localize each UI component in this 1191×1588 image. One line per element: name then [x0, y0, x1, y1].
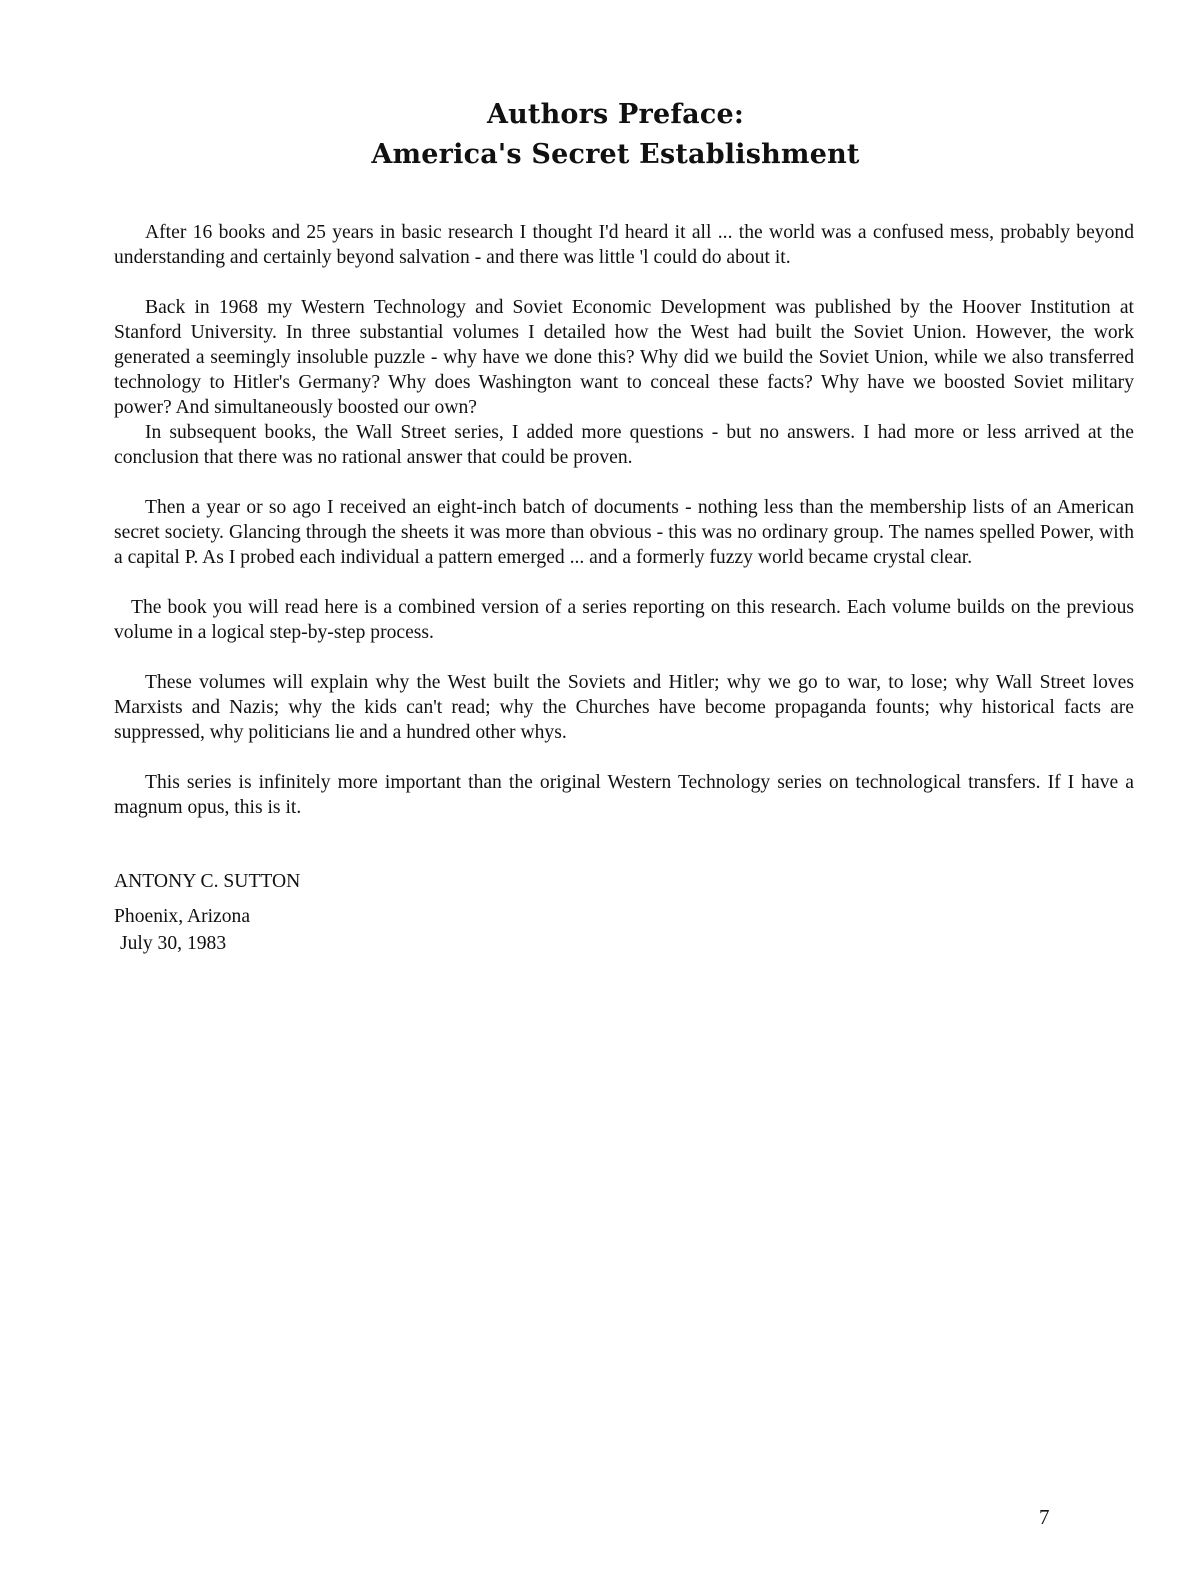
- paragraph-6: These volumes will explain why the West built the Soviets and Hitler; why we go to war, to lose; why Wall Street loves Marxists and Nazis; why the kids can't read; why the Churches have become propaganda founts; why historical facts are suppressed, why politicians lie and a hundred other whys.: [114, 672, 1134, 743]
- paragraph-7: This series is infinitely more important than the original Western Technology series on technological transfers. If I have a magnum opus, this is it.: [114, 772, 1134, 818]
- paragraph-2: Back in 1968 my Western Technology and Soviet Economic Development was published by the Hoover Institution at Stanford University. In three substantial volumes I detailed how the West had built the Soviet Union. However, the work generated a seemingly insoluble puzzle - why have we done this? Why did we build the Soviet Union, while we also transferred technology to Hitler's Germany? Why does Washington want to conceal these facts? Why have we boosted Soviet military power? And simultaneously boosted our own?: [114, 297, 1134, 418]
- signature-date: July 30, 1983: [120, 933, 227, 954]
- page-title: Authors Preface:: [486, 99, 745, 130]
- page-number: 7: [1039, 1505, 1050, 1529]
- paragraph-3: In subsequent books, the Wall Street series, I added more questions - but no answers. I had more or less arrived at the conclusion that there was no rational answer that could be proven.: [114, 422, 1134, 468]
- author-name: ANTONY C. SUTTON: [114, 871, 301, 892]
- paragraph-1: After 16 books and 25 years in basic research I thought I'd heard it all ... the world was a confused mess, probably beyond understanding and certainly beyond salvation - and there was little 'l could do about it.: [114, 222, 1134, 268]
- author-location: Phoenix, Arizona: [114, 906, 251, 927]
- paragraph-4: Then a year or so ago I received an eight-inch batch of documents - nothing less than the membership lists of an American secret society. Glancing through the sheets it was more than obvious - this was no ordinary group. The names spelled Power, with a capital P. As I probed each individual a pattern emerged ... and a formerly fuzzy world became crystal clear.: [114, 497, 1134, 568]
- signature-block: [114, 869, 300, 956]
- page-subtitle: America's Secret Establishment: [371, 139, 860, 170]
- preface-body: [114, 220, 1134, 845]
- paragraph-5: The book you will read here is a combined version of a series reporting on this research. Each volume builds on the previous volume in a logical step-by-step process.: [114, 597, 1134, 643]
